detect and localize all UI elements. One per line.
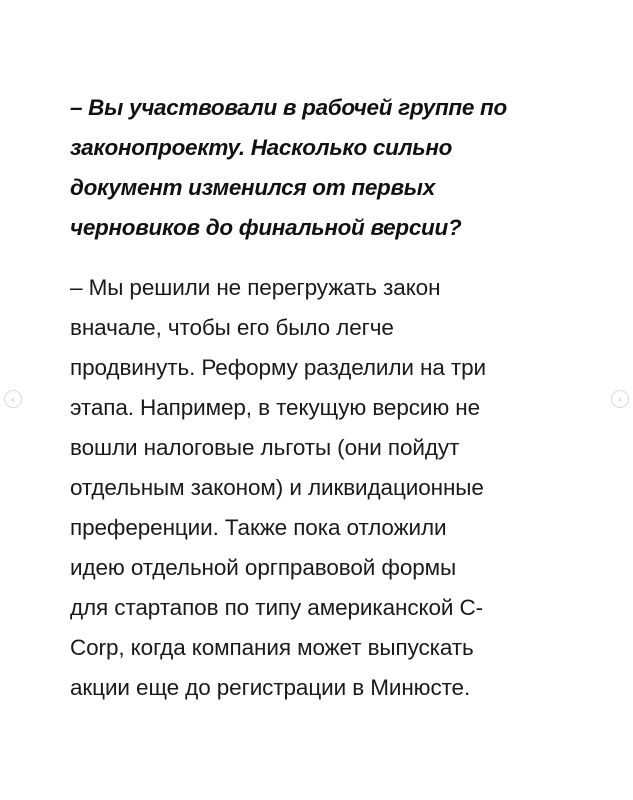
chevron-right-icon: › (617, 393, 623, 406)
interview-question (70, 88, 570, 248)
answer-line: этапа. Например, в текущую версию не (70, 395, 481, 420)
answer-line: вначале, чтобы его было легче (70, 315, 394, 340)
chevron-left-icon: ‹ (10, 393, 16, 406)
answer-line: акции еще до регистрации в Минюсте. (70, 675, 471, 700)
answer-line: продвинуть. Реформу разделили на три (70, 355, 486, 380)
question-line: – Вы участвовали в рабочей группе по (70, 95, 507, 120)
answer-line: отдельным законом) и ликвидационные (70, 475, 484, 500)
slide-content (70, 88, 570, 708)
question-line: документ изменился от первых (70, 175, 435, 200)
interview-answer (70, 268, 570, 708)
next-slide-button[interactable] (611, 390, 629, 408)
answer-line: – Мы решили не перегружать закон (70, 275, 441, 300)
question-line: законопроекту. Насколько сильно (70, 135, 453, 160)
answer-line: преференции. Также пока отложили (70, 515, 447, 540)
answer-line: идею отдельной оргправовой формы (70, 555, 457, 580)
answer-line: Corp, когда компания может выпускать (70, 635, 474, 660)
answer-line: для стартапов по типу американской C- (70, 595, 484, 620)
prev-slide-button[interactable] (4, 390, 22, 408)
answer-line: вошли налоговые льготы (они пойдут (70, 435, 460, 460)
question-line: черновиков до финальной версии? (70, 215, 462, 240)
